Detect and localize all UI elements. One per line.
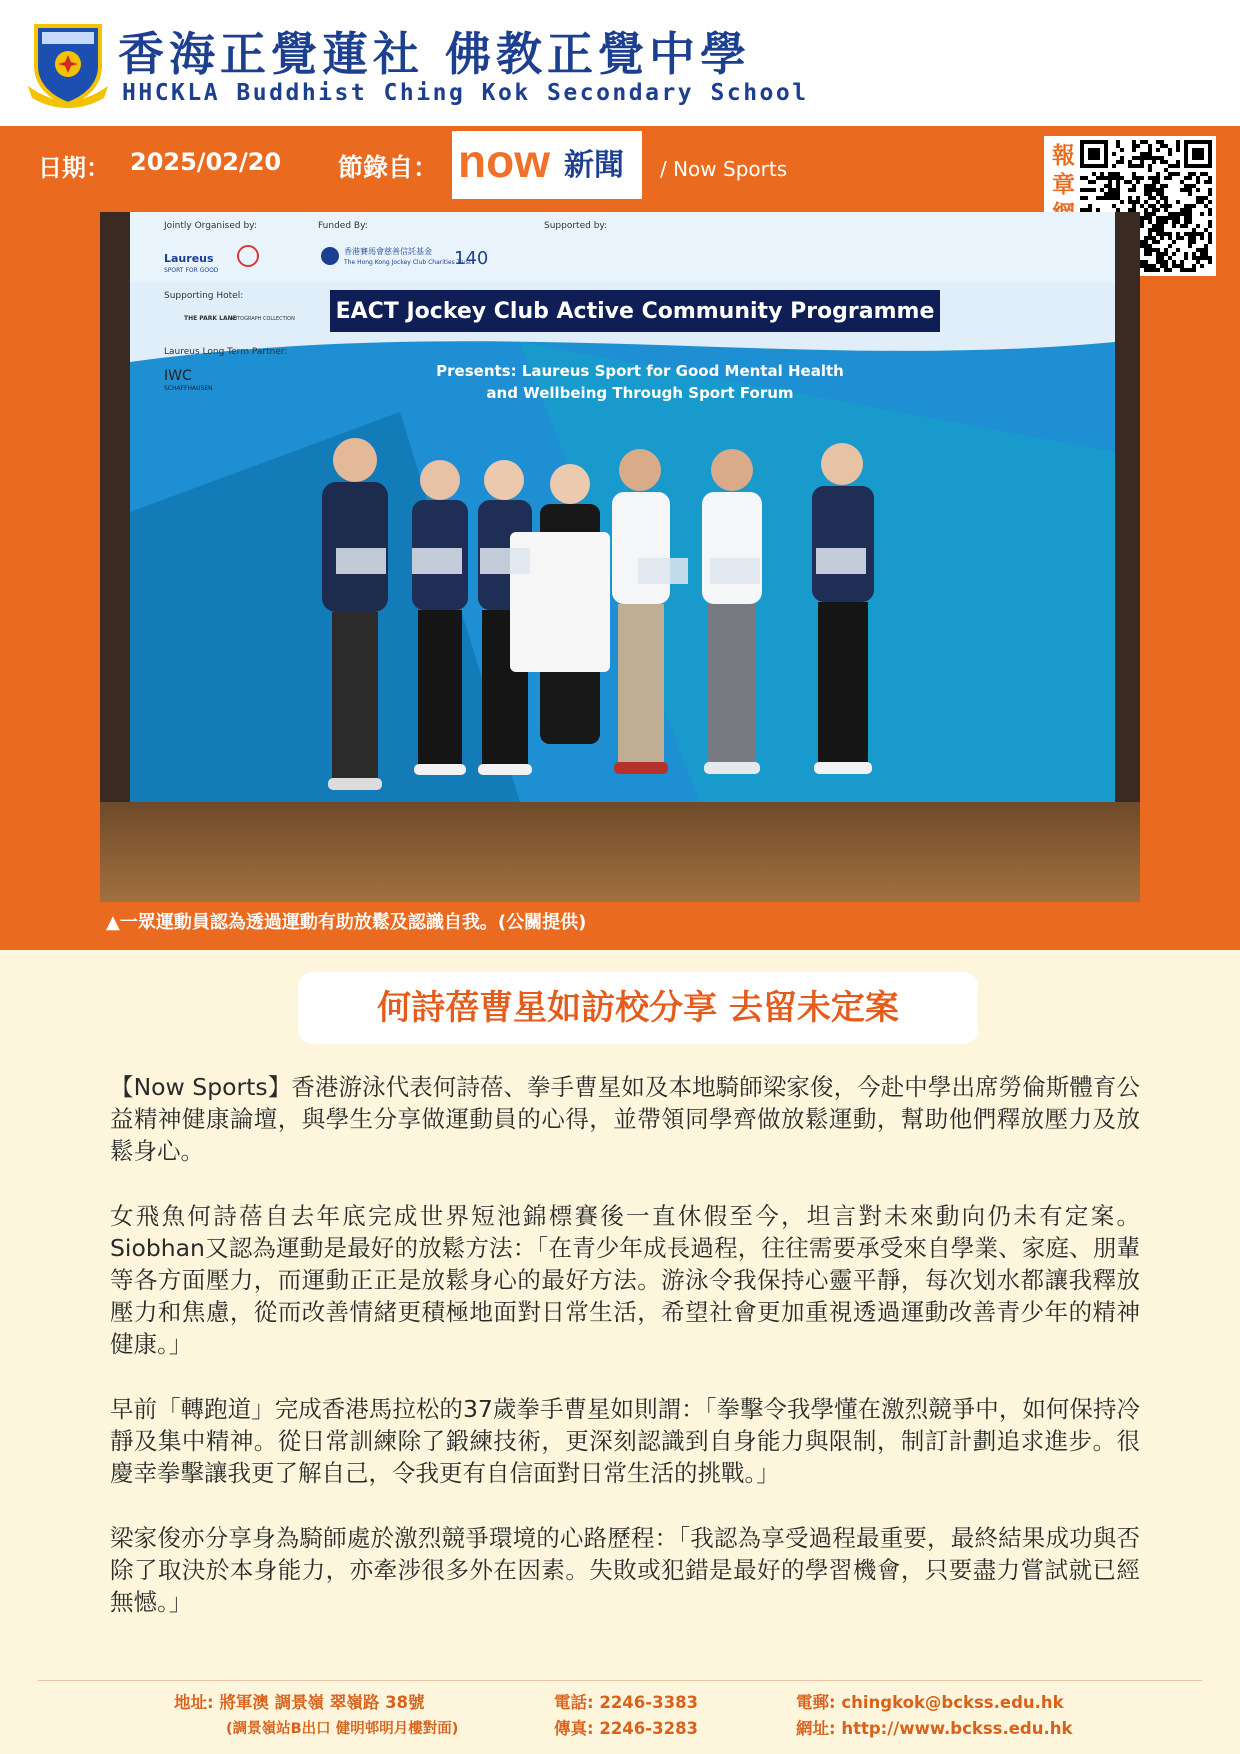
board-programme-title: EACT Jockey Club Active Community Programme <box>335 299 935 324</box>
board-partner-sub: SCHAFFHAUSEN <box>164 385 213 392</box>
footer-address: 地址: 將軍澳 調景嶺 翠嶺路 38號 <box>174 1693 425 1712</box>
board-supported-by: Supported by: <box>544 221 608 231</box>
board-hkjc-logo-icon <box>321 247 339 265</box>
school-name-chinese: 香海正覺蓮社 佛教正覺中學 <box>118 27 752 81</box>
event-photo <box>100 212 1140 902</box>
now-news-logo <box>452 131 642 199</box>
school-name-english: HHCKLA Buddhist Ching Kok Secondary School <box>122 80 809 106</box>
board-laureus-sub: SPORT FOR GOOD <box>164 267 219 274</box>
article-paragraph: 女飛魚何詩蓓自去年底完成世界短池錦標賽後一直休假至今，坦言對未來動向仍未有定案。Siobhan又認為運動是最好的放鬆方法：「在青少年成長過程，往往需要承受來自學業、家庭、朋輩等各方面壓力，而運動正正是放鬆身心的最好方法。游泳令我保持心靈平靜，每次划水都讓我釋放壓力和焦慮，從而改善情緒更積極地面對日常生活，希望社會更加重視透過運動改善青少年的精神健康。」 <box>110 1202 1140 1358</box>
footer-address-note: (調景嶺站B出口 健明邨明月樓對面) <box>226 1721 459 1737</box>
now-logo-latin: now <box>458 135 550 187</box>
excerpt-label: 節錄自： <box>338 153 439 182</box>
school-header <box>0 0 1240 126</box>
article-paragraph: 梁家俊亦分享身為騎師處於激烈競爭環境的心路歷程：「我認為享受過程最重要，最終結果成功與否除了取決於本身能力，亦牽涉很多外在因素。失敗或犯錯是最好的學習機會，只要盡力嘗試就已經無憾。」 <box>110 1524 1140 1616</box>
footer-website[interactable]: 網址: http://www.bckss.edu.hk <box>796 1719 1073 1738</box>
article-headline: 何詩蓓曹星如訪校分享 去留未定案 <box>377 988 899 1028</box>
article-body <box>110 1071 1140 1651</box>
headline-box <box>298 972 978 1044</box>
board-hotel: THE PARK LANE <box>184 315 237 322</box>
article-paragraph: 【Now Sports】香港游泳代表何詩蓓、拳手曹星如及本地騎師梁家俊，今赴中學出席勞倫斯體育公益精神健康論壇，與學生分享做運動員的心得，並帶領同學齊做放鬆運動，幫助他們釋放壓力及放鬆身心。 <box>110 1073 1140 1165</box>
now-logo-chinese: 新聞 <box>564 148 624 183</box>
board-anniversary: 140 <box>454 248 489 269</box>
board-funded-by: Funded By: <box>318 221 368 231</box>
board-partner: IWC <box>164 368 192 384</box>
date-value: 2025/02/20 <box>130 148 282 176</box>
board-jointly-organised: Jointly Organised by: <box>164 221 257 231</box>
photo-caption: ▲一眾運動員認為透過運動有助放鬆及認識自我。(公關提供) <box>106 912 587 933</box>
footer-contact-block <box>796 1690 1072 1742</box>
board-laureus-logo: Laureus <box>164 252 214 265</box>
qr-label: 報章 <box>1052 143 1075 198</box>
footer-phone[interactable]: 電話: 2246-3383 <box>554 1693 699 1712</box>
date-label: 日期： <box>38 154 110 182</box>
source-name: / Now Sports <box>660 157 788 181</box>
board-programme-sub1: Presents: Laureus Sport for Good Mental Health <box>436 362 844 380</box>
school-crest-icon <box>28 22 108 108</box>
board-supporting-hotel: Supporting Hotel: <box>164 291 244 301</box>
footer-address-block <box>174 1690 458 1742</box>
footer-fax: 傳真: 2246-3283 <box>554 1719 699 1738</box>
board-programme-sub2: and Wellbeing Through Sport Forum <box>486 384 794 402</box>
board-hkjc-cn: 香港賽馬會慈善信託基金 <box>344 247 432 256</box>
board-hkjc-en: The Hong Kong Jockey Club Charities Trust <box>344 259 472 266</box>
board-hotel-sub: AUTOGRAPH COLLECTION <box>230 316 295 322</box>
footer-email[interactable]: 電郵: chingkok@bckss.edu.hk <box>796 1693 1064 1712</box>
footer-divider <box>38 1680 1202 1681</box>
board-partner-label: Laureus Long Term Partner: <box>164 347 288 357</box>
article-paragraph: 早前「轉跑道」完成香港馬拉松的37歲拳手曹星如則謂：「拳擊令我學懂在激烈競爭中，如何保持冷靜及集中精神。從日常訓練除了鍛練技術，更深刻認識到自身能力與限制，制訂計劃追求進步。很慶幸拳擊讓我更了解自己，令我更有自信面對日常生活的挑戰。」 <box>110 1395 1140 1487</box>
footer-phone-block <box>554 1690 698 1742</box>
